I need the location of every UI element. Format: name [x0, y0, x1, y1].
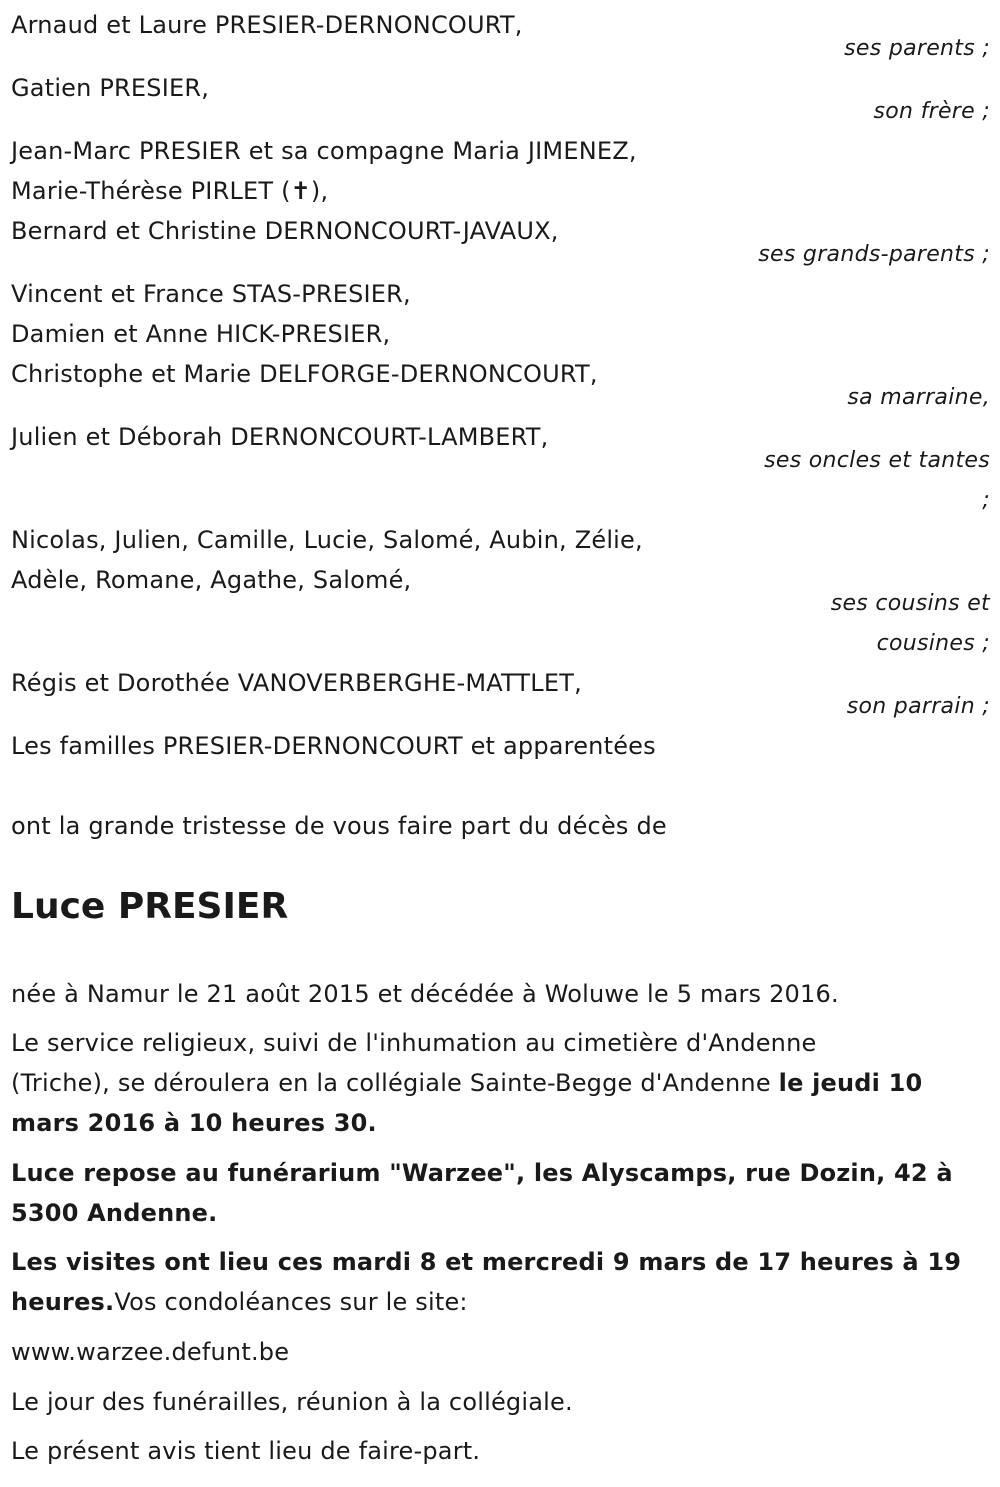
notice-line: Le présent avis tient lieu de faire-part.	[11, 1437, 481, 1465]
grandparents-role: ses grands-parents ;	[758, 242, 990, 267]
uncles-line-4: Julien et Déborah DERNONCOURT-LAMBERT,	[11, 423, 549, 451]
funeral-day-line: Le jour des funérailles, réunion à la collégiale.	[11, 1388, 573, 1416]
parents-role: ses parents ;	[844, 36, 990, 61]
visits-line-1: Les visites ont lieu ces mardi 8 et mercredi 9 mars de 17 heures à 19	[11, 1248, 962, 1276]
parents-names: Arnaud et Laure PRESIER-DERNONCOURT,	[11, 11, 523, 39]
uncles-line-2: Damien et Anne HICK-PRESIER,	[11, 320, 391, 348]
rest-line-2: 5300 Andenne.	[11, 1199, 218, 1227]
announcement: ont la grande tristesse de vous faire part du décès de	[11, 812, 667, 840]
service-date-start: le jeudi 10	[778, 1069, 923, 1097]
godmother-role: sa marraine,	[847, 385, 990, 410]
service-line-2	[11, 1068, 922, 1098]
grandparents-line-3: Bernard et Christine DERNONCOURT-JAVAUX,	[11, 217, 559, 245]
cousins-role-line-2: cousines ;	[876, 631, 990, 656]
uncles-line-1: Vincent et France STAS-PRESIER,	[11, 280, 411, 308]
uncles-role-line-1: ses oncles et tantes	[764, 448, 990, 473]
uncles-role-line-2: ;	[982, 488, 990, 513]
grandparents-line-1: Jean-Marc PRESIER et sa compagne Maria JIMENEZ,	[11, 137, 637, 165]
visits-line-2	[11, 1287, 468, 1317]
families-line: Les familles PRESIER-DERNONCOURT et apparentées	[11, 732, 656, 760]
brother-name: Gatien PRESIER,	[11, 74, 210, 102]
cousins-role-line-1: ses cousins et	[830, 591, 990, 616]
birth-death-line: née à Namur le 21 août 2015 et décédée à Woluwe le 5 mars 2016.	[11, 980, 839, 1008]
service-line-1: Le service religieux, suivi de l'inhumation au cimetière d'Andenne	[11, 1029, 817, 1057]
godfather-role: son parrain ;	[846, 694, 990, 719]
deceased-name: Luce PRESIER	[11, 886, 289, 927]
brother-role: son frère ;	[873, 99, 990, 124]
service-line-2-text: (Triche), se déroulera en la collégiale Sainte-Begge d'Andenne	[11, 1069, 779, 1097]
condolences-text: Vos condoléances sur le site:	[114, 1288, 468, 1316]
cousins-line-2: Adèle, Romane, Agathe, Salomé,	[11, 566, 412, 594]
rest-line-1: Luce repose au funérarium "Warzee", les Alyscamps, rue Dozin, 42 à	[11, 1159, 953, 1187]
website-link: www.warzee.defunt.be	[11, 1338, 290, 1366]
godfather-name: Régis et Dorothée VANOVERBERGHE-MATTLET,	[11, 669, 582, 697]
grandparents-line-2: Marie-Thérèse PIRLET (✝),	[11, 177, 329, 205]
visits-hours: heures.	[11, 1288, 115, 1316]
service-line-3: mars 2016 à 10 heures 30.	[11, 1109, 377, 1137]
cousins-line-1: Nicolas, Julien, Camille, Lucie, Salomé, Aubin, Zélie,	[11, 526, 643, 554]
uncles-line-3: Christophe et Marie DELFORGE-DERNONCOURT,	[11, 360, 598, 388]
